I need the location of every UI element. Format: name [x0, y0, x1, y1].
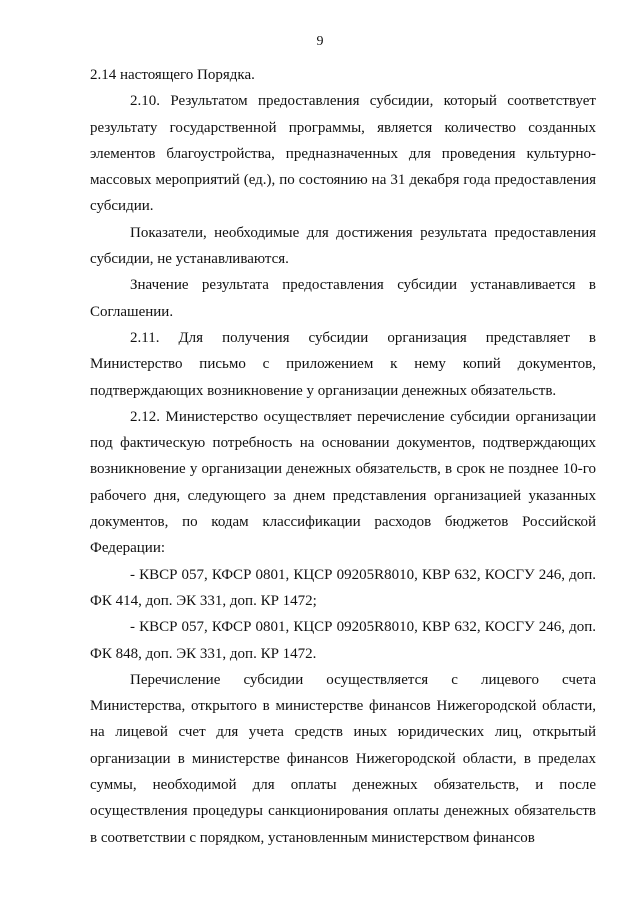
paragraph-2-10: 2.10. Результатом предоставления субсидии, который соответствует результату государственной программы, является количество созданных элементов благоустройства, предназначенных для проведения культурно-массовых мероприятий (ед.), по состоянию на 31 декабря года предоставления субсидии. [90, 93, 596, 215]
budget-code-item-2: - КВСР 057, КФСР 0801, КЦСР 09205R8010, КВР 632, КОСГУ 246, доп. ФК 848, доп. ЭК 331, доп. КР 1472. [90, 619, 596, 662]
document-body [90, 62, 596, 851]
budget-code-item-1: - КВСР 057, КФСР 0801, КЦСР 09205R8010, КВР 632, КОСГУ 246, доп. ФК 414, доп. ЭК 331, доп. КР 1472; [90, 566, 596, 609]
paragraph-transfer: Перечисление субсидии осуществляется с лицевого счета Министерства, открытого в министерстве финансов Нижегородской области, на лицевой счет для учета средств иных юридических лиц, открытый организации в министерстве финансов Нижегородской области, в пределах суммы, необходимой для оплаты денежных обязательств, и после осуществления процедуры санкционирования оплаты денежных обязательств в соответствии с порядком, установленным министерством финансов [90, 671, 596, 846]
paragraph-2-11: 2.11. Для получения субсидии организация представляет в Министерство письмо с приложением к нему копий документов, подтверждающих возникновение у организации денежных обязательств. [90, 329, 596, 399]
paragraph-continuation: 2.14 настоящего Порядка. [90, 67, 255, 83]
paragraph-2-12: 2.12. Министерство осуществляет перечисление субсидии организации под фактическую потребность на основании документов, подтверждающих возникновение у организации денежных обязательств, в срок не позднее 10-го рабочего дня, следующего за днем представления организацией указанных документов, по кодам классификации расходов бюджетов Российской Федерации: [90, 408, 596, 557]
page-number: 9 [316, 34, 324, 49]
paragraph-indicators: Показатели, необходимые для достижения результата предоставления субсидии, не устанавливаются. [90, 224, 596, 268]
paragraph-result-value: Значение результата предоставления субсидии устанавливается в Соглашении. [90, 277, 596, 320]
